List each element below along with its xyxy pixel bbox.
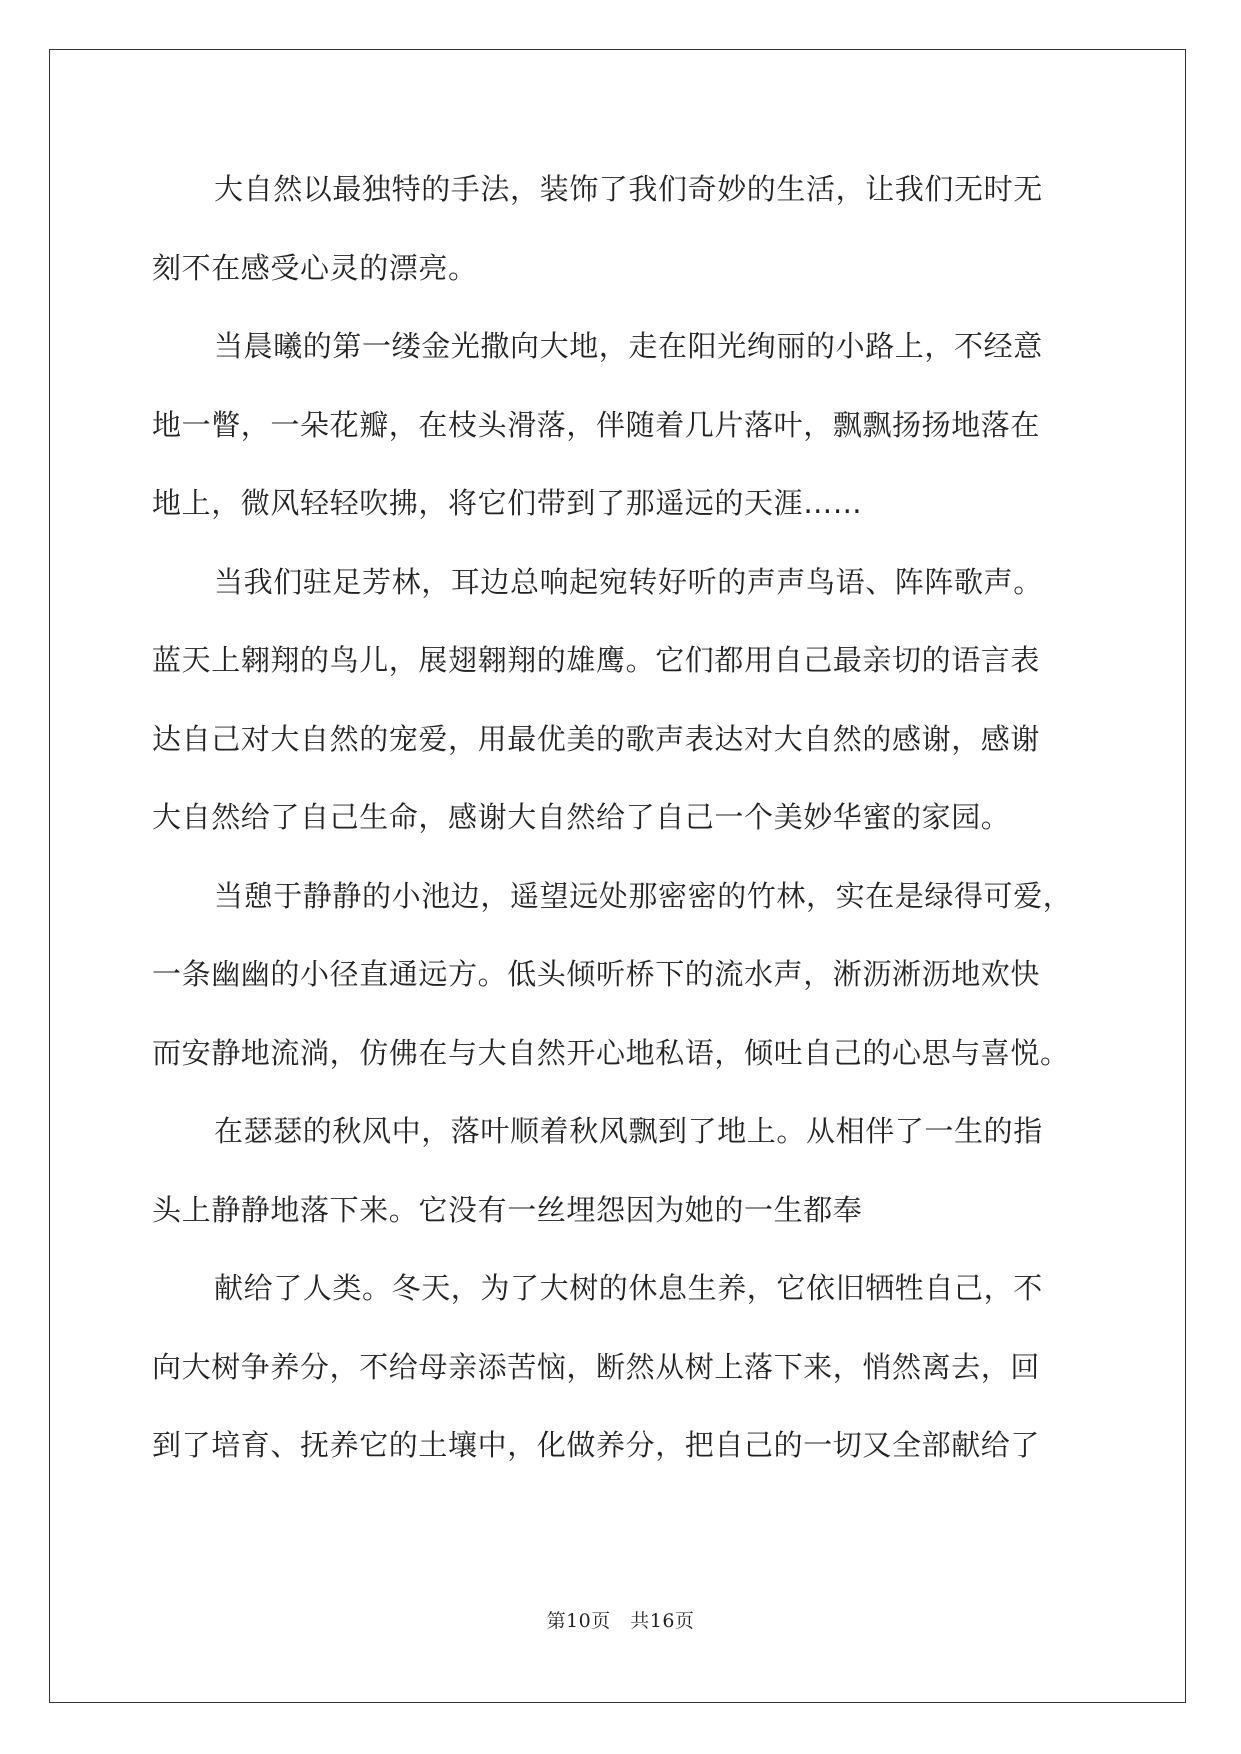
page-footer: 第10页 共16页 <box>546 1610 695 1632</box>
text-line: 当晨曦的第一缕金光撒向大地，走在阳光绚丽的小路上，不经意 <box>214 329 1043 363</box>
text-line: 地一瞥，一朵花瓣，在枝头滑落，伴随着几片落叶，飘飘扬扬地落在 <box>152 407 1041 442</box>
text-line: 献给了人类。冬天，为了大树的休息生养，它依旧牺牲自己，不 <box>214 1271 1043 1305</box>
document-body <box>152 150 1092 1485</box>
text-line: 蓝天上翱翔的鸟儿，展翅翱翔的雄鹰。它们都用自己最亲切的语言表 <box>152 643 1041 677</box>
paragraph-2 <box>152 307 1092 543</box>
text-line: 刻不在感受心灵的漂亮。 <box>152 250 478 285</box>
text-line: 头上静静地落下来。它没有一丝埋怨因为她的一生都奉 <box>152 1192 863 1227</box>
text-line: 当憩于静静的小池边，遥望远处那密密的竹林，实在是绿得可爱， <box>214 878 1073 913</box>
text-line: 而安静地流淌，仿佛在与大自然开心地私语，倾吐自己的心思与喜悦。 <box>152 1035 1070 1070</box>
paragraph-5 <box>152 1092 1092 1249</box>
text-line: 大自然以最独特的手法，装饰了我们奇妙的生活，让我们无时无 <box>214 172 1043 206</box>
text-line: 当我们驻足芳林，耳边总响起宛转好听的声声鸟语、阵阵歌声。 <box>214 564 1043 599</box>
paragraph-6 <box>152 1249 1092 1485</box>
text-line: 向大树争养分，不给母亲添苦恼，断然从树上落下来，悄然离去，回 <box>152 1349 1041 1384</box>
text-line: 一条幽幽的小径直通远方。低头倾听桥下的流水声，淅沥淅沥地欢快 <box>152 957 1041 991</box>
paragraph-1 <box>152 150 1092 307</box>
text-line: 到了培育、抚养它的土壤中，化做养分，把自己的一切又全部献给了 <box>152 1428 1041 1462</box>
paragraph-3 <box>152 543 1092 857</box>
text-line: 大自然给了自己生命，感谢大自然给了自己一个美妙华蜜的家园。 <box>152 800 1011 834</box>
text-line: 达自己对大自然的宠爱，用最优美的歌声表达对大自然的感谢，感谢 <box>152 721 1041 756</box>
paragraph-4 <box>152 857 1092 1093</box>
text-line: 地上，微风轻轻吹拂，将它们带到了那遥远的天涯…… <box>152 486 863 520</box>
text-line: 在瑟瑟的秋风中，落叶顺着秋风飘到了地上。从相伴了一生的指 <box>214 1114 1043 1148</box>
